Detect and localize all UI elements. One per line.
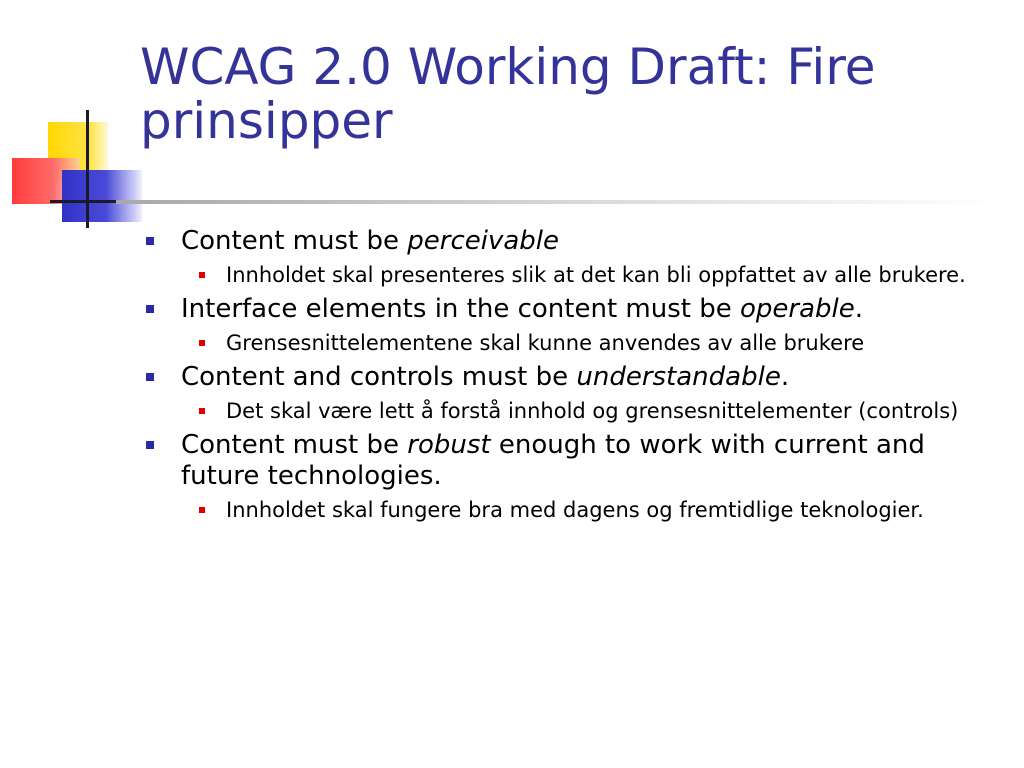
bullet-text-emphasis: robust xyxy=(407,430,491,460)
bullet-text-pre: Content must be xyxy=(181,226,408,256)
bullet-text-post: . xyxy=(854,294,864,324)
sub-bullet-item xyxy=(140,498,1000,523)
bullet-text-emphasis: understandable xyxy=(576,362,781,392)
sub-bullet-item xyxy=(140,399,1000,424)
square-bullet-icon xyxy=(199,408,205,414)
square-bullet-icon xyxy=(146,373,154,381)
square-bullet-icon xyxy=(199,507,205,513)
sub-bullet-item xyxy=(140,331,1000,356)
square-bullet-icon xyxy=(199,272,205,278)
square-bullet-icon xyxy=(146,305,154,313)
square-bullet-icon xyxy=(146,441,154,449)
blue-square xyxy=(62,170,142,222)
bullet-text-pre: Content must be xyxy=(181,430,408,460)
bullet-text-pre: Interface elements in the content must be xyxy=(181,294,740,324)
bullet-item xyxy=(140,430,1000,492)
sub-bullet-item xyxy=(140,263,1000,288)
bullet-text-emphasis: operable xyxy=(739,294,855,324)
vertical-line xyxy=(86,110,89,228)
decorative-squares-logo xyxy=(0,0,160,240)
square-bullet-icon xyxy=(199,340,205,346)
bullet-list xyxy=(140,226,1000,529)
bullet-item xyxy=(140,294,1000,325)
title-divider xyxy=(116,200,996,204)
bullet-item xyxy=(140,226,1000,257)
bullet-text-post: enough to work with current and future technologies. xyxy=(181,430,925,491)
bullet-text-post: . xyxy=(780,362,790,392)
sub-bullet-text: Innholdet skal presenteres slik at det kan bli oppfattet av alle brukere. xyxy=(226,263,966,287)
sub-bullet-text: Det skal være lett å forstå innhold og grensesnittelementer (controls) xyxy=(226,399,959,423)
sub-bullet-text: Grensesnittelementene skal kunne anvendes av alle brukere xyxy=(226,331,865,355)
bullet-item xyxy=(140,362,1000,393)
bullet-text-emphasis: perceivable xyxy=(407,226,559,256)
slide-title: WCAG 2.0 Working Draft: Fire prinsipper xyxy=(140,38,876,150)
square-bullet-icon xyxy=(146,237,154,245)
sub-bullet-text: Innholdet skal fungere bra med dagens og fremtidlige teknologier. xyxy=(226,498,924,522)
bullet-text-pre: Content and controls must be xyxy=(181,362,577,392)
